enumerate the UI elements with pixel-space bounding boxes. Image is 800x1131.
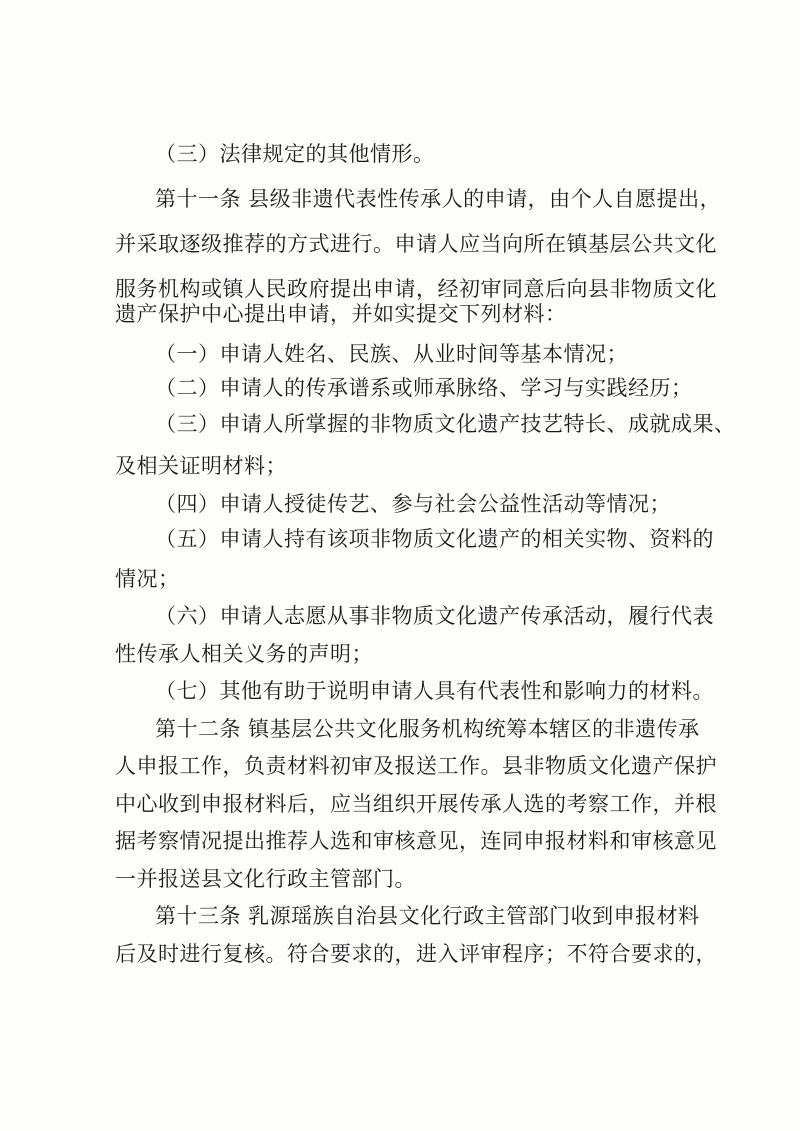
text-line: 一并报送县文化行政主管部门。 [115,867,416,891]
text-line: 并采取逐级推荐的方式进行。申请人应当向所在镇基层公共文化 [115,232,717,256]
text-line: 性传承人相关义务的声明； [115,642,373,666]
article-13-heading-line: 第十三条 乳源瑶族自治县文化行政主管部门收到申报材料 [155,904,700,928]
list-item-line: （六）申请人志愿从事非物质文化遗产传承活动，履行代表 [155,604,714,628]
text-line: 情况； [115,567,180,591]
text-line: 据考察情况提出推荐人选和审核意见，连同申报材料和审核意见 [115,829,717,853]
text-line: 中心收到申报材料后，应当组织开展传承人选的考察工作，并根 [115,792,717,816]
list-item-line: （一）申请人姓名、民族、从业时间等基本情况； [155,342,628,366]
list-item-line: （四）申请人授徒传艺、参与社会公益性活动等情况； [155,492,671,516]
list-item-line: （五）申请人持有该项非物质文化遗产的相关实物、资料的 [155,527,714,551]
text-line: 遗产保护中心提出申请，并如实提交下列材料： [115,302,567,326]
article-11-heading-line: 第十一条 县级非遗代表性传承人的申请，由个人自愿提出， [155,187,722,211]
text-line: 服务机构或镇人民政府提出申请，经初审同意后向县非物质文化 [115,277,717,301]
text-line: 及相关证明材料； [115,454,287,478]
text-line: 人申报工作，负责材料初审及报送工作。县非物质文化遗产保护 [115,754,717,778]
list-item-line: （七）其他有助于说明申请人具有代表性和影响力的材料。 [155,679,714,703]
list-item-line: （三）申请人所掌握的非物质文化遗产技艺特长、成就成果、 [155,412,736,436]
text-line: 后及时进行复核。符合要求的，进入评审程序；不符合要求的， [115,942,717,966]
list-item-line: （二）申请人的传承谱系或师承脉络、学习与实践经历； [155,376,693,400]
article-12-heading-line: 第十二条 镇基层公共文化服务机构统筹本辖区的非遗传承 [155,717,700,741]
text-line: （三）法律规定的其他情形。 [155,142,435,166]
